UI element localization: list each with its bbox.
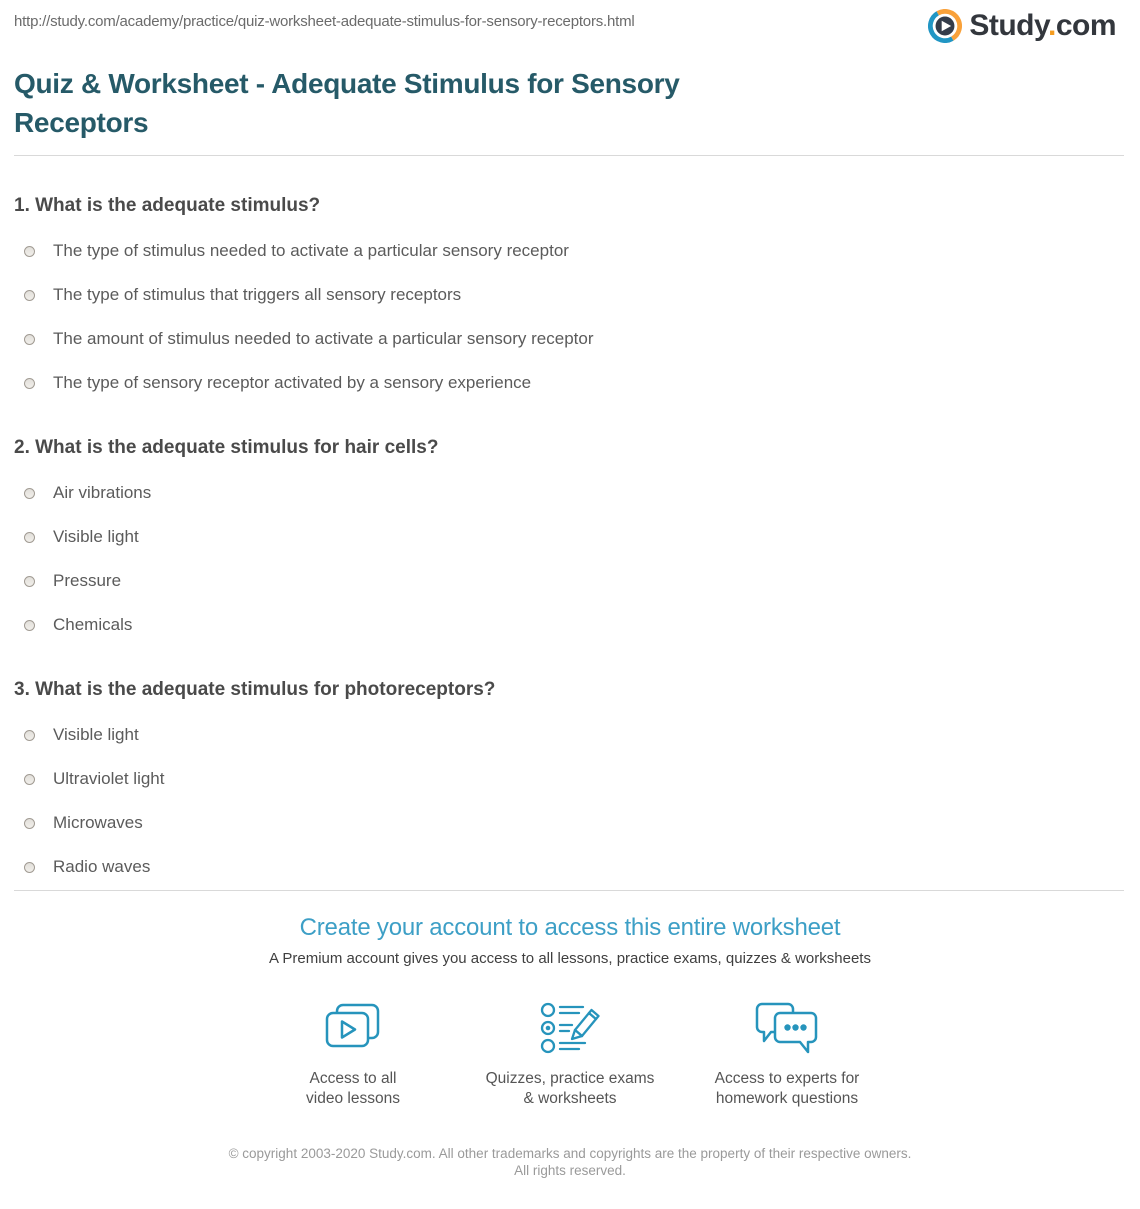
question-3-option-2[interactable]: Ultraviolet light	[14, 769, 1140, 789]
question-1-option-4[interactable]: The type of sensory receptor activated by a sensory experience	[14, 373, 1140, 393]
page-url: http://study.com/academy/practice/quiz-worksheet-adequate-stimulus-for-sensory-receptors.html	[14, 13, 635, 30]
question-2-option-2[interactable]: Visible light	[14, 527, 1140, 547]
studycom-play-icon	[928, 9, 962, 43]
feature-list	[0, 999, 1140, 1109]
radio-button[interactable]	[24, 488, 35, 499]
feature-label: Access to all video lessons	[306, 1070, 400, 1107]
question-1-option-2[interactable]: The type of stimulus that triggers all sensory receptors	[14, 285, 1140, 305]
studycom-logo[interactable]	[928, 8, 1116, 44]
radio-button[interactable]	[24, 730, 35, 741]
quizzes-worksheets-icon	[462, 999, 679, 1057]
quiz-question-list	[0, 195, 1140, 877]
feature-quizzes-worksheets	[462, 999, 679, 1109]
copyright-notice: © copyright 2003-2020 Study.com. All other trademarks and copyrights are the property of their respective owners. All rights reserved.	[228, 1146, 912, 1178]
title-divider	[14, 155, 1124, 156]
video-lessons-icon	[245, 999, 462, 1057]
radio-button[interactable]	[24, 246, 35, 257]
question-2-option-4[interactable]: Chemicals	[14, 615, 1140, 635]
question-1-heading: 1. What is the adequate stimulus?	[14, 195, 321, 216]
feature-label: Access to experts for homework questions	[714, 1070, 860, 1107]
radio-button[interactable]	[24, 532, 35, 543]
feature-video-lessons	[245, 999, 462, 1109]
cta-divider	[14, 890, 1124, 891]
question-3	[14, 679, 1140, 877]
question-2-heading: 2. What is the adequate stimulus for hair cells?	[14, 437, 439, 458]
cta-heading: Create your account to access this entire worksheet	[299, 914, 841, 941]
radio-button[interactable]	[24, 620, 35, 631]
studycom-wordmark: Study.com	[969, 9, 1116, 42]
radio-button[interactable]	[24, 818, 35, 829]
question-3-heading: 3. What is the adequate stimulus for photoreceptors?	[14, 679, 496, 700]
question-1-option-1[interactable]: The type of stimulus needed to activate a particular sensory receptor	[14, 241, 1140, 261]
page-title: Quiz & Worksheet - Adequate Stimulus for Sensory Receptors	[14, 68, 680, 138]
question-2-option-1[interactable]: Air vibrations	[14, 483, 1140, 503]
radio-button[interactable]	[24, 334, 35, 345]
radio-button[interactable]	[24, 290, 35, 301]
question-2	[14, 437, 1140, 635]
radio-button[interactable]	[24, 774, 35, 785]
radio-button[interactable]	[24, 862, 35, 873]
feature-experts-chat	[679, 999, 896, 1109]
cta-subheading: A Premium account gives you access to all lessons, practice exams, quizzes & worksheets	[269, 950, 871, 967]
experts-chat-icon	[679, 999, 896, 1057]
question-3-option-3[interactable]: Microwaves	[14, 813, 1140, 833]
radio-button[interactable]	[24, 378, 35, 389]
question-1-option-3[interactable]: The amount of stimulus needed to activate a particular sensory receptor	[14, 329, 1140, 349]
question-3-option-4[interactable]: Radio waves	[14, 857, 1140, 877]
question-1	[14, 195, 1140, 393]
question-2-option-3[interactable]: Pressure	[14, 571, 1140, 591]
feature-label: Quizzes, practice exams & worksheets	[485, 1070, 655, 1107]
question-3-option-1[interactable]: Visible light	[14, 725, 1140, 745]
radio-button[interactable]	[24, 576, 35, 587]
